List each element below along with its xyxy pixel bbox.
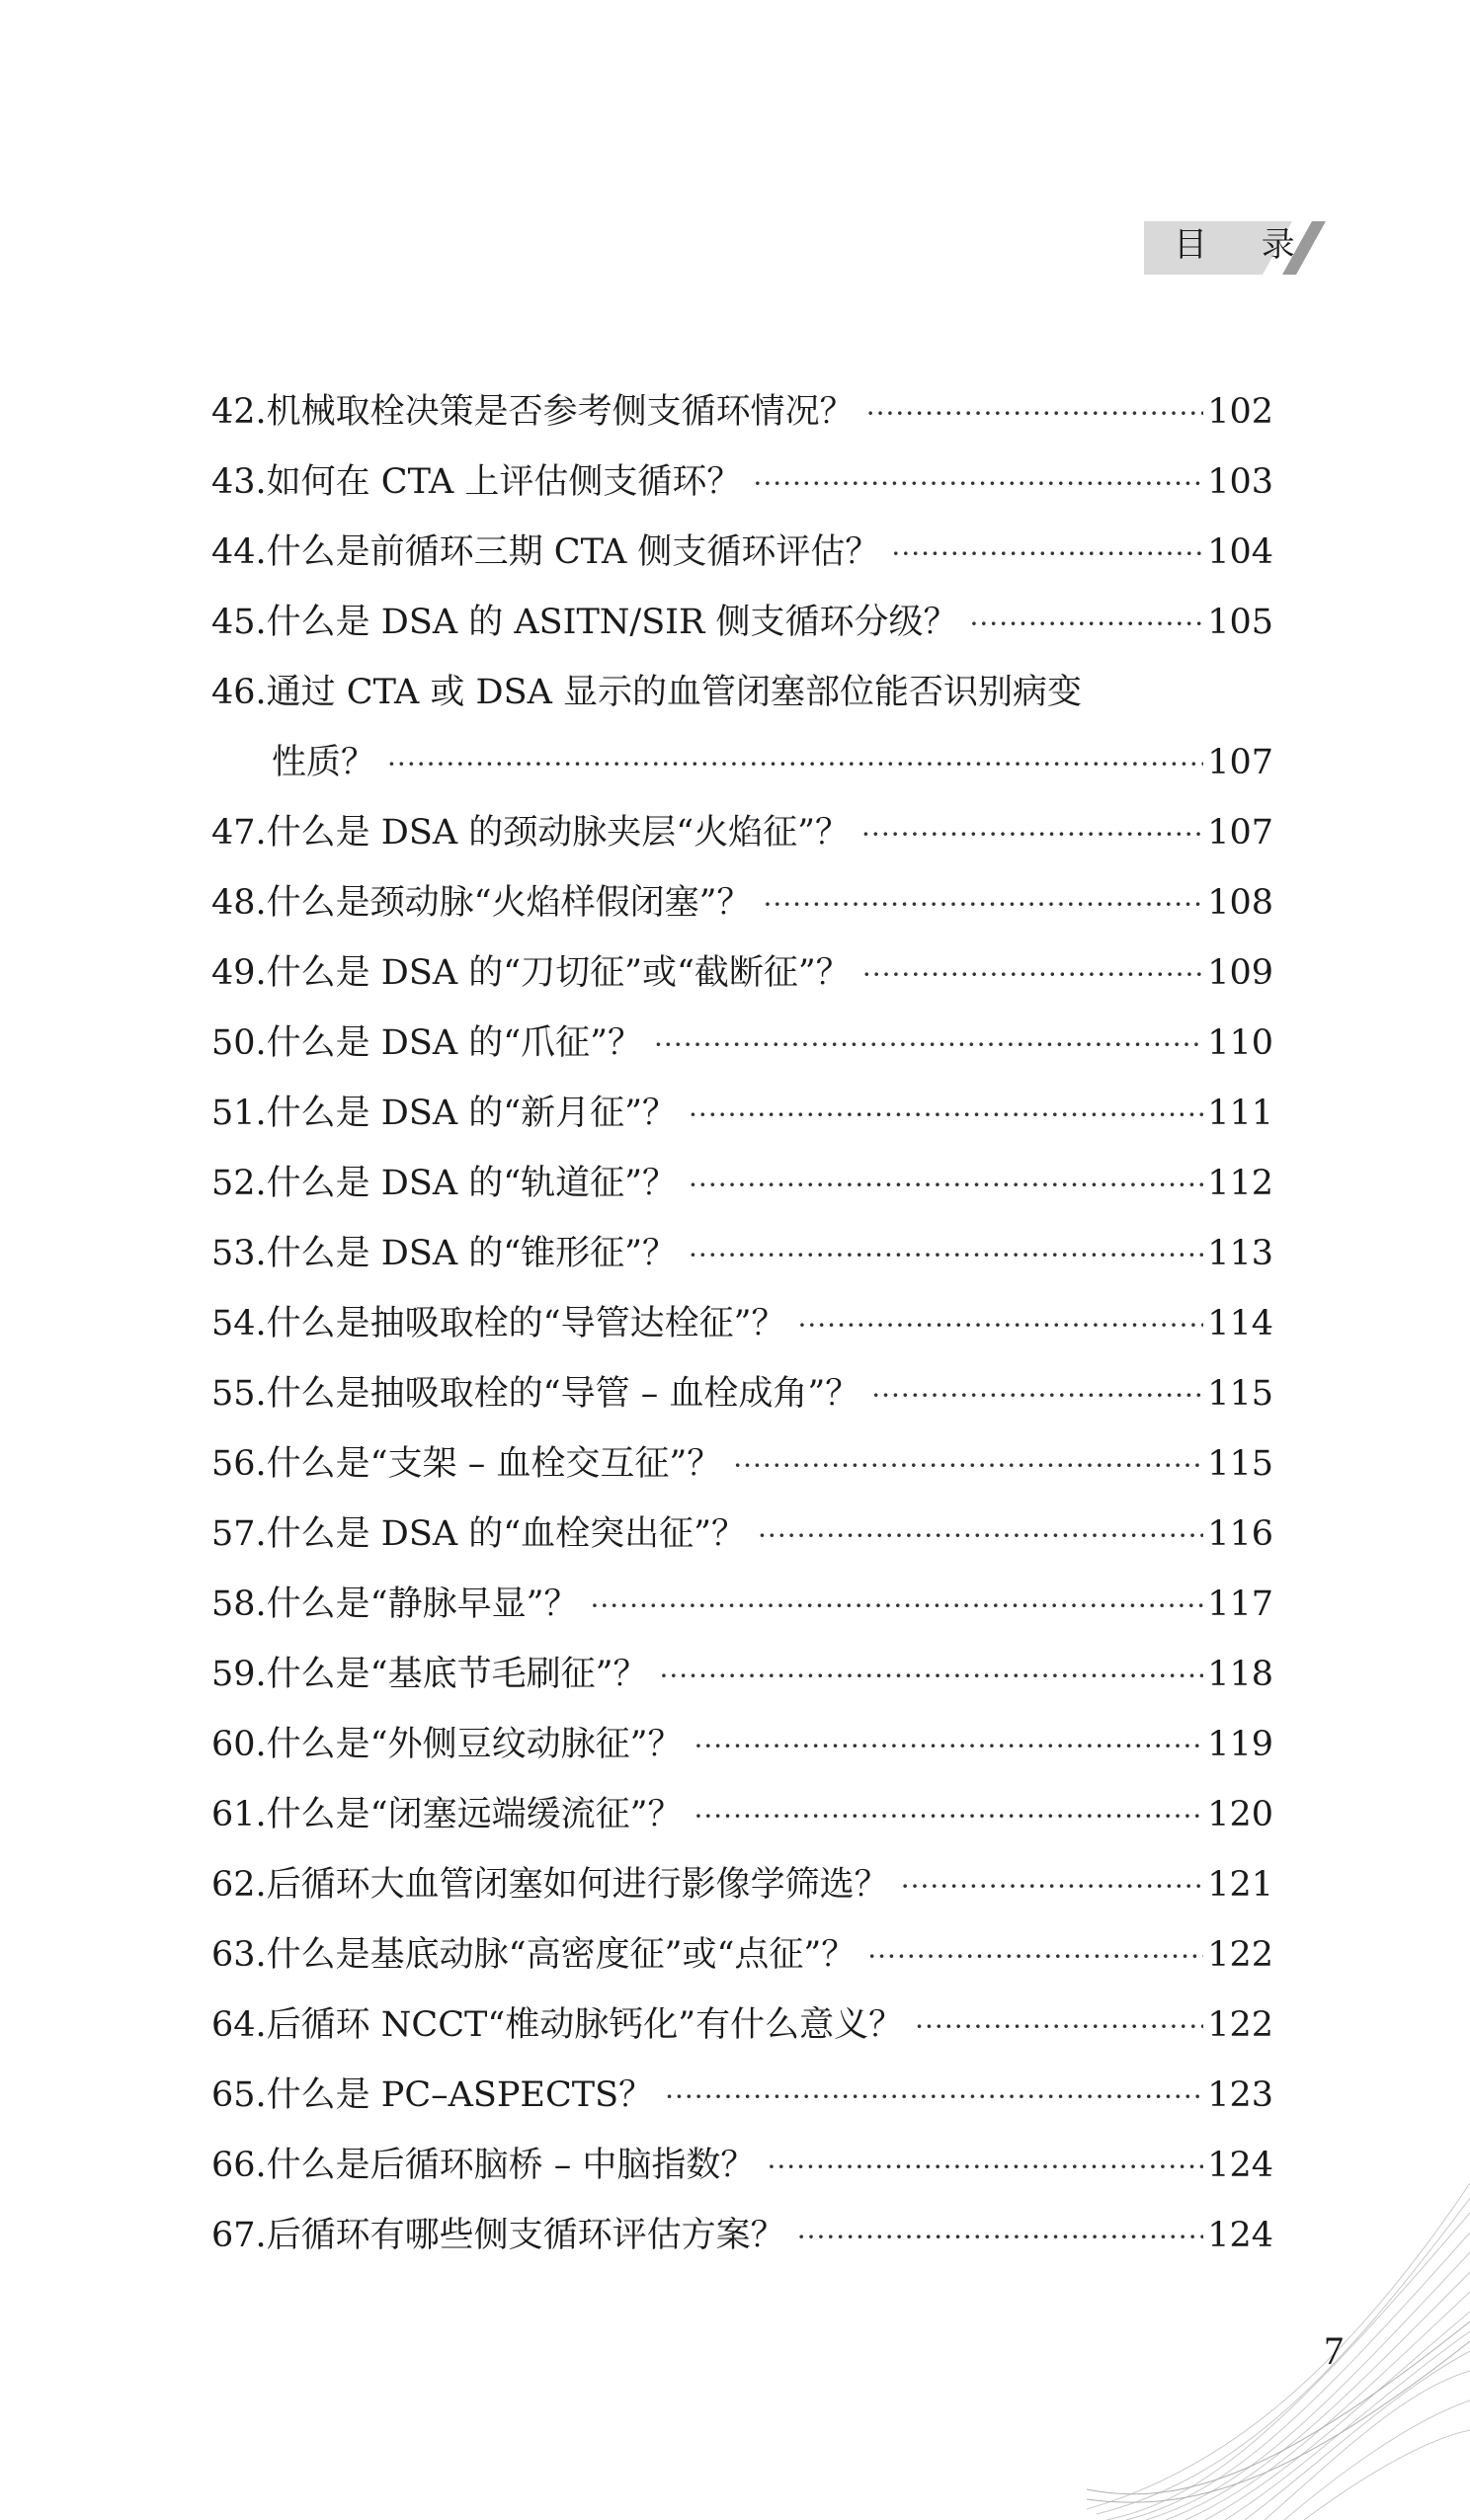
toc-entry-title: 什么是 DSA 的“爪征”？ [266,1023,643,1063]
toc-entry-number: 56. [211,1444,267,1484]
toc-entry-page: 102 [1207,392,1273,432]
toc-entry-line [211,1570,1273,1640]
toc-entry-line [211,377,1273,447]
toc-leader-dots [387,729,1203,799]
toc-entry-number: 54. [211,1304,267,1343]
toc-entry-page: 109 [1207,953,1273,993]
toc-leader-dots [901,1851,1204,1921]
toc-entry-number: 51. [211,1094,267,1133]
toc-entry-line [211,1079,1273,1149]
toc-entry-line [211,1289,1273,1359]
toc-leader-dots [665,2062,1203,2132]
toc-entry-title: 什么是颈动脉“火焰样假闭塞”？ [266,883,752,923]
toc-leader-dots [862,939,1203,1010]
toc-leader-dots [915,1992,1203,2062]
toc-entry-page: 122 [1207,1935,1273,1975]
toc-leader-dots [689,1220,1203,1290]
toc-entry-number: 65. [211,2075,267,2115]
toc-entry-number: 55. [211,1374,267,1414]
toc-entry-title: 如何在 CTA 上评估侧支循环？ [266,462,742,502]
toc-entry-line [211,938,1273,1009]
toc-entry-number: 61. [211,1795,267,1834]
toc-entry-page: 107 [1207,813,1273,853]
decorative-wave-graphic [1087,2173,1470,2520]
toc-entry-page: 124 [1207,2146,1273,2185]
toc-entry-title: 后循环有哪些侧支循环评估方案？ [266,2216,785,2255]
toc-entry-line [211,1359,1273,1429]
toc-entry-title-continued: 性质？ [272,743,376,782]
toc-leader-dots [891,519,1203,589]
toc-leader-dots [689,1080,1203,1150]
toc-entry-page: 107 [1207,743,1273,782]
toc-entry[interactable] [211,1640,1273,1710]
toc-leader-dots [590,1571,1203,1641]
toc-entry[interactable] [211,1850,1273,1920]
toc-entry[interactable] [211,1009,1273,1079]
toc-leader-dots [753,448,1203,519]
toc-entry[interactable] [211,868,1273,938]
toc-entry-number: 48. [211,883,267,923]
toc-entry-line [211,1920,1273,1991]
toc-entry[interactable] [211,588,1273,658]
toc-leader-dots [763,869,1203,939]
toc-leader-dots [733,1430,1203,1501]
toc-entry-page: 115 [1207,1374,1273,1414]
toc-entry[interactable] [211,447,1273,518]
toc-entry-number: 66. [211,2146,267,2185]
toc-entry-line [211,1500,1273,1570]
toc-entry-title: 什么是后循环脑桥 – 中脑指数？ [266,2146,756,2185]
toc-entry[interactable] [211,1920,1273,1991]
toc-entry[interactable] [211,1570,1273,1640]
page-number: 7 [1324,2328,1344,2373]
table-of-contents [211,377,1273,2271]
toc-entry-title: 机械取栓决策是否参考侧支循环情况？ [266,392,855,432]
toc-entry-number: 62. [211,1865,267,1905]
toc-entry-line [211,2061,1273,2131]
toc-entry-title: 什么是“静脉早显”？ [266,1585,579,1624]
toc-entry-page: 124 [1207,2216,1273,2255]
toc-entry-page: 123 [1207,2075,1273,2115]
toc-entry-line [211,1710,1273,1780]
toc-entry-title: 什么是 DSA 的“轨道征”？ [266,1164,678,1203]
toc-entry-title: 什么是抽吸取栓的“导管达栓征”？ [266,1304,786,1343]
toc-entry-page: 103 [1207,462,1273,502]
toc-entry-page: 113 [1207,1234,1273,1273]
toc-entry-number: 46. [211,673,267,712]
toc-entry-page: 119 [1207,1725,1273,1764]
toc-leader-dots [758,1501,1203,1571]
toc-leader-dots [689,1150,1203,1220]
section-header-tab [1144,219,1326,277]
toc-entry[interactable] [211,798,1273,868]
toc-entry-page: 110 [1207,1023,1273,1063]
toc-entry-number: 45. [211,603,267,642]
toc-entry[interactable] [211,1500,1273,1570]
toc-entry-title: 什么是抽吸取栓的“导管 – 血栓成角”？ [266,1374,860,1414]
toc-entry-title: 什么是 DSA 的 ASITN/SIR 侧支循环分级？ [266,603,958,642]
toc-entry-line [211,1850,1273,1920]
toc-entry-title: 什么是基底动脉“高密度征”或“点征”？ [266,1935,857,1975]
toc-entry-page: 104 [1207,532,1273,572]
toc-entry[interactable] [211,1079,1273,1149]
toc-entry-line [211,658,1273,728]
toc-entry-number: 50. [211,1023,267,1063]
toc-leader-dots [970,589,1204,659]
toc-entry[interactable] [211,377,1273,447]
toc-entry[interactable] [211,658,1273,798]
toc-entry[interactable] [211,1780,1273,1850]
toc-entry-number: 58. [211,1585,267,1624]
section-title: 目 录 [1174,225,1317,265]
toc-entry-title: 什么是 DSA 的“锥形征”？ [266,1234,678,1273]
toc-entry[interactable] [211,1149,1273,1219]
toc-entry-page: 117 [1207,1585,1273,1624]
toc-entry-page: 115 [1207,1444,1273,1484]
toc-entry-number: 47. [211,813,267,853]
toc-entry-number: 57. [211,1514,267,1554]
toc-entry-line [211,1219,1273,1289]
toc-entry-title: 什么是“闭塞远端缓流征”？ [266,1795,683,1834]
toc-entry-title: 通过 CTA 或 DSA 显示的血管闭塞部位能否识别病变 [266,673,1082,712]
toc-entry-page: 105 [1207,603,1273,642]
toc-leader-dots [866,378,1204,448]
toc-entry-title: 什么是“支架 – 血栓交互征”？ [266,1444,722,1484]
toc-entry-number: 60. [211,1725,267,1764]
toc-entry[interactable] [211,938,1273,1009]
toc-entry[interactable] [211,1219,1273,1289]
toc-leader-dots [861,799,1203,869]
toc-entry-title: 什么是“外侧豆纹动脉征”？ [266,1725,683,1764]
toc-leader-dots [797,1290,1203,1360]
toc-entry-line [211,447,1273,518]
toc-entry-title: 什么是 DSA 的“血栓突出征”？ [266,1514,747,1554]
toc-entry-page: 112 [1207,1164,1273,1203]
toc-entry-title: 什么是 PC–ASPECTS？ [266,2075,654,2115]
toc-entry-page: 118 [1207,1655,1273,1694]
toc-entry[interactable] [211,518,1273,588]
toc-entry-title: 后循环大血管闭塞如何进行影像学筛选？ [266,1865,889,1905]
toc-entry[interactable] [211,2061,1273,2131]
toc-entry[interactable] [211,1710,1273,1780]
toc-leader-dots [659,1641,1203,1711]
toc-entry[interactable] [211,1289,1273,1359]
toc-entry-number: 67. [211,2216,267,2255]
toc-entry[interactable] [211,1359,1273,1429]
toc-entry[interactable] [211,1429,1273,1500]
toc-entry-page: 116 [1207,1514,1273,1554]
toc-entry-page: 122 [1207,2005,1273,2045]
toc-entry-line [211,1640,1273,1710]
toc-entry-number: 53. [211,1234,267,1273]
toc-entry-line [211,798,1273,868]
toc-entry-line [211,728,1273,798]
toc-leader-dots [867,1921,1203,1992]
toc-entry-number: 42. [211,392,267,432]
toc-entry-title: 什么是 DSA 的“刀切征”或“截断征”？ [266,953,851,993]
toc-entry-page: 114 [1207,1304,1273,1343]
toc-entry-line [211,868,1273,938]
toc-entry-line [211,518,1273,588]
toc-entry-number: 44. [211,532,267,572]
toc-entry-number: 63. [211,1935,267,1975]
toc-leader-dots [694,1711,1203,1781]
toc-entry-page: 120 [1207,1795,1273,1834]
toc-entry-number: 59. [211,1655,267,1694]
toc-entry-page: 111 [1207,1094,1273,1133]
toc-entry-title: 后循环 NCCT“椎动脉钙化”有什么意义？ [266,2005,904,2045]
toc-entry-page: 121 [1207,1865,1273,1905]
toc-entry-line [211,588,1273,658]
toc-leader-dots [694,1781,1203,1851]
toc-entry-line [211,1009,1273,1079]
toc-entry-line [211,1991,1273,2061]
toc-entry-line [211,1429,1273,1500]
toc-entry-title: 什么是 DSA 的“新月征”？ [266,1094,678,1133]
toc-entry-line [211,1149,1273,1219]
toc-entry[interactable] [211,1991,1273,2061]
toc-entry-title: 什么是 DSA 的颈动脉夹层“火焰征”？ [266,813,851,853]
toc-entry-line [211,1780,1273,1850]
toc-entry-number: 49. [211,953,267,993]
toc-entry-number: 64. [211,2005,267,2045]
toc-entry-page: 108 [1207,883,1273,923]
toc-leader-dots [871,1360,1203,1430]
toc-entry-title: 什么是前循环三期 CTA 侧支循环评估？ [266,532,880,572]
toc-entry-title: 什么是“基底节毛刷征”？ [266,1655,648,1694]
toc-leader-dots [654,1010,1203,1080]
toc-entry-number: 43. [211,462,267,502]
toc-entry-number: 52. [211,1164,267,1203]
